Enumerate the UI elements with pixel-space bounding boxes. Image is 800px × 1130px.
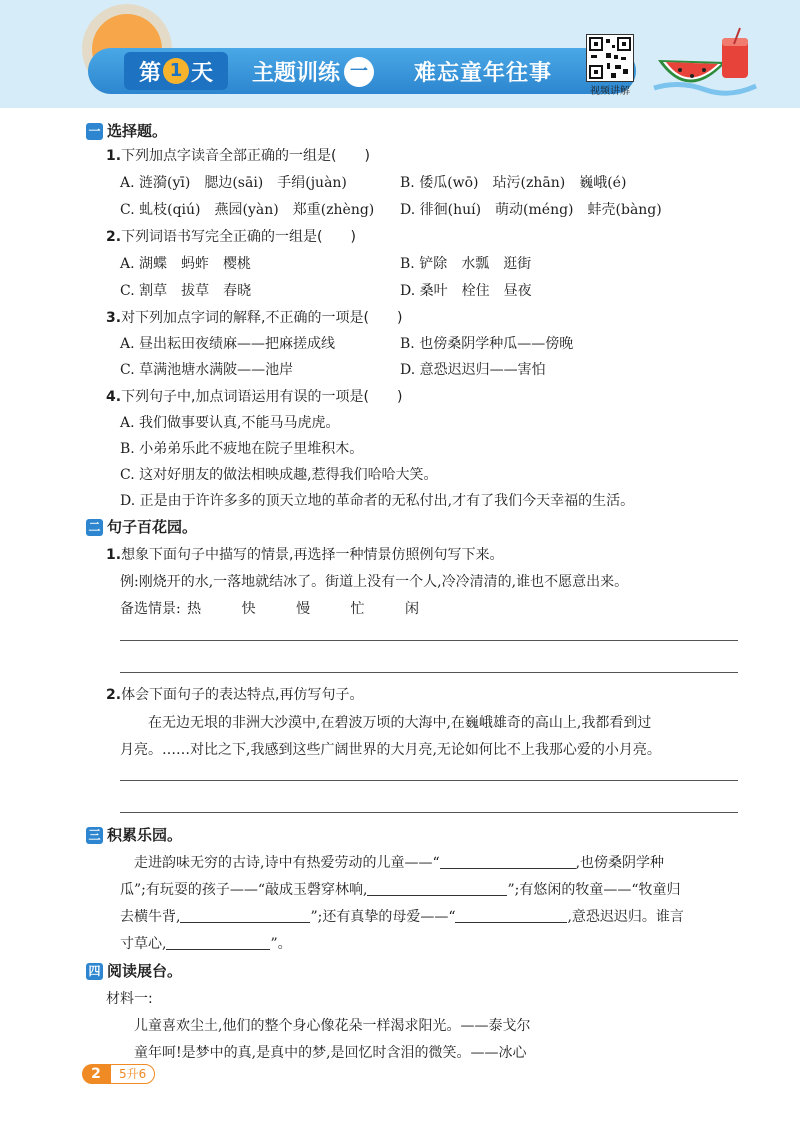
text-segment: ,意恐迟迟归。谁言 — [567, 909, 684, 925]
s2-question-2 — [106, 684, 364, 704]
fill-blank[interactable] — [180, 908, 310, 923]
grade-tag: 5升6 — [110, 1064, 155, 1084]
passage-line: 在无边无垠的非洲大沙漠中,在碧波万顷的大海中,在巍峨雄奇的高山上,我都看到过 — [148, 715, 652, 731]
subject-title: 难忘童年往事 — [414, 61, 553, 86]
day-number: 1 — [163, 58, 189, 84]
fill-paragraph-line-1 — [134, 852, 664, 872]
q3-option-d[interactable]: D. 意恐迟迟归——害怕 — [400, 362, 546, 378]
section-4-title: 阅读展台。 — [107, 962, 183, 980]
q1-option-a[interactable]: A. 涟漪(yī) 腮边(sāi) 手绢(juàn) — [120, 175, 347, 191]
text-segment: 瓜”;有玩耍的孩子——“敲成玉磬穿林响, — [120, 882, 368, 898]
theme-number: 一 — [344, 57, 374, 87]
question-stem: 对下列加点字词的解释,不正确的一项是( ) — [121, 310, 403, 326]
section-1-title: 选择题。 — [107, 122, 168, 140]
q4-option-b[interactable]: B. 小弟弟乐此不疲地在院子里堆积木。 — [120, 441, 364, 457]
section-1-heading — [86, 120, 167, 141]
q4-option-a[interactable]: A. 我们做事要认真,不能马马虎虎。 — [120, 415, 340, 431]
question-stem: 想象下面句子中描写的情景,再选择一种情景仿照例句写下来。 — [121, 547, 504, 563]
quote-tagore: 儿童喜欢尘土,他们的整个身心像花朵一样渴求阳光。——泰戈尔 — [134, 1018, 531, 1034]
question-number: 2. — [106, 229, 122, 245]
q2-option-d[interactable]: D. 桑叶 栓住 昼夜 — [400, 283, 532, 299]
material-label: 材料一: — [106, 991, 153, 1007]
scenario-option: 热 — [187, 601, 202, 617]
question-stem: 下列词语书写完全正确的一组是( ) — [121, 229, 356, 245]
q1-option-b[interactable]: B. 倭瓜(wō) 玷污(zhān) 巍峨(é) — [400, 175, 627, 191]
section-3-heading — [86, 824, 182, 845]
question-number: 3. — [106, 310, 122, 326]
text-segment: ,也傍桑阴学种 — [575, 855, 665, 871]
text-segment: 去横牛背, — [120, 909, 181, 925]
question-stem: 体会下面句子的表达特点,再仿写句子。 — [121, 687, 364, 703]
q4-option-c[interactable]: C. 这对好朋友的做法相映成趣,惹得我们哈哈大笑。 — [120, 467, 438, 483]
theme-label: 主题训练 — [252, 61, 341, 86]
section-4-heading — [86, 960, 182, 981]
fill-blank[interactable] — [367, 881, 507, 896]
scenario-options — [120, 598, 419, 618]
quote-bingxin: 童年呵!是梦中的真,是真中的梦,是回忆时含泪的微笑。——冰心 — [134, 1045, 527, 1061]
scenario-option: 闲 — [404, 601, 419, 617]
section-3-title: 积累乐园。 — [107, 826, 183, 844]
text-segment: ”;还有真挚的母爱——“ — [310, 909, 456, 925]
fill-blank[interactable] — [440, 854, 576, 869]
fill-blank[interactable] — [455, 908, 567, 923]
q3-option-b[interactable]: B. 也傍桑阴学种瓜——傍晚 — [400, 336, 574, 352]
section-2-number: 二 — [86, 519, 103, 536]
answer-line[interactable] — [120, 672, 738, 673]
section-3-number: 三 — [86, 827, 103, 844]
section-1-number: 一 — [86, 123, 103, 140]
text-segment: 寸草心, — [120, 936, 167, 952]
q4-option-d[interactable]: D. 正是由于许许多多的顶天立地的革命者的无私付出,才有了我们今天幸福的生活。 — [120, 493, 635, 509]
fill-paragraph-line-3 — [120, 906, 684, 926]
text-segment: ”。 — [270, 936, 292, 952]
question-3 — [106, 307, 402, 327]
q1-option-d[interactable]: D. 徘徊(huí) 萌动(méng) 蚌壳(bàng) — [400, 202, 662, 218]
text-segment: ”;有悠闲的牧童——“牧童归 — [507, 882, 681, 898]
question-4 — [106, 386, 402, 406]
q2-option-a[interactable]: A. 湖蝶 蚂蚱 樱桃 — [120, 256, 252, 272]
q3-option-c[interactable]: C. 草满池塘水满陂——池岸 — [120, 362, 294, 378]
question-1 — [106, 145, 370, 165]
fill-paragraph-line-4 — [120, 933, 292, 953]
text-segment: 走进韵味无穷的古诗,诗中有热爱劳动的儿童——“ — [134, 855, 440, 871]
q2-option-c[interactable]: C. 割草 拔草 春晓 — [120, 283, 252, 299]
q2-option-b[interactable]: B. 铲除 水瓢 逛街 — [400, 256, 532, 272]
question-stem: 下列加点字读音全部正确的一组是( ) — [121, 148, 370, 164]
day-suffix: 天 — [191, 60, 214, 86]
answer-line[interactable] — [120, 640, 738, 641]
section-2-heading — [86, 516, 197, 537]
q1-option-c[interactable]: C. 虬枝(qiú) 燕园(yàn) 郑重(zhèng) — [120, 202, 375, 218]
section-2-title: 句子百花园。 — [107, 518, 198, 536]
s2-question-1 — [106, 544, 504, 564]
answer-line[interactable] — [120, 812, 738, 813]
q3-option-a[interactable]: A. 昼出耘田夜绩麻——把麻搓成线 — [120, 336, 336, 352]
question-2 — [106, 226, 356, 246]
scenario-label: 备选情景: — [120, 601, 181, 617]
question-number: 1. — [106, 547, 122, 563]
scenario-option: 慢 — [296, 601, 311, 617]
section-4-number: 四 — [86, 963, 103, 980]
fill-paragraph-line-2 — [120, 879, 681, 899]
theme-title — [252, 56, 374, 87]
qr-code-icon[interactable] — [586, 34, 634, 82]
question-number: 4. — [106, 389, 122, 405]
page-number: 2 — [82, 1064, 110, 1084]
passage-line: 月亮。……对比之下,我感到这些广阔世界的大月亮,无论如何比不上我那心爱的小月亮。 — [120, 742, 661, 758]
question-stem: 下列句子中,加点词语运用有误的一项是( ) — [121, 389, 403, 405]
fill-blank[interactable] — [166, 935, 270, 950]
day-prefix: 第 — [138, 60, 161, 86]
example-sentence: 例:刚烧开的水,一落地就结冰了。街道上没有一个人,冷冷清清的,谁也不愿意出来。 — [120, 574, 629, 590]
question-number: 2. — [106, 687, 122, 703]
qr-label: 视频讲解 — [590, 86, 630, 97]
watermelon-drink-icon — [650, 26, 760, 106]
day-badge — [124, 52, 228, 90]
scenario-option: 忙 — [350, 601, 365, 617]
scenario-option: 快 — [241, 601, 256, 617]
question-number: 1. — [106, 148, 122, 164]
answer-line[interactable] — [120, 780, 738, 781]
